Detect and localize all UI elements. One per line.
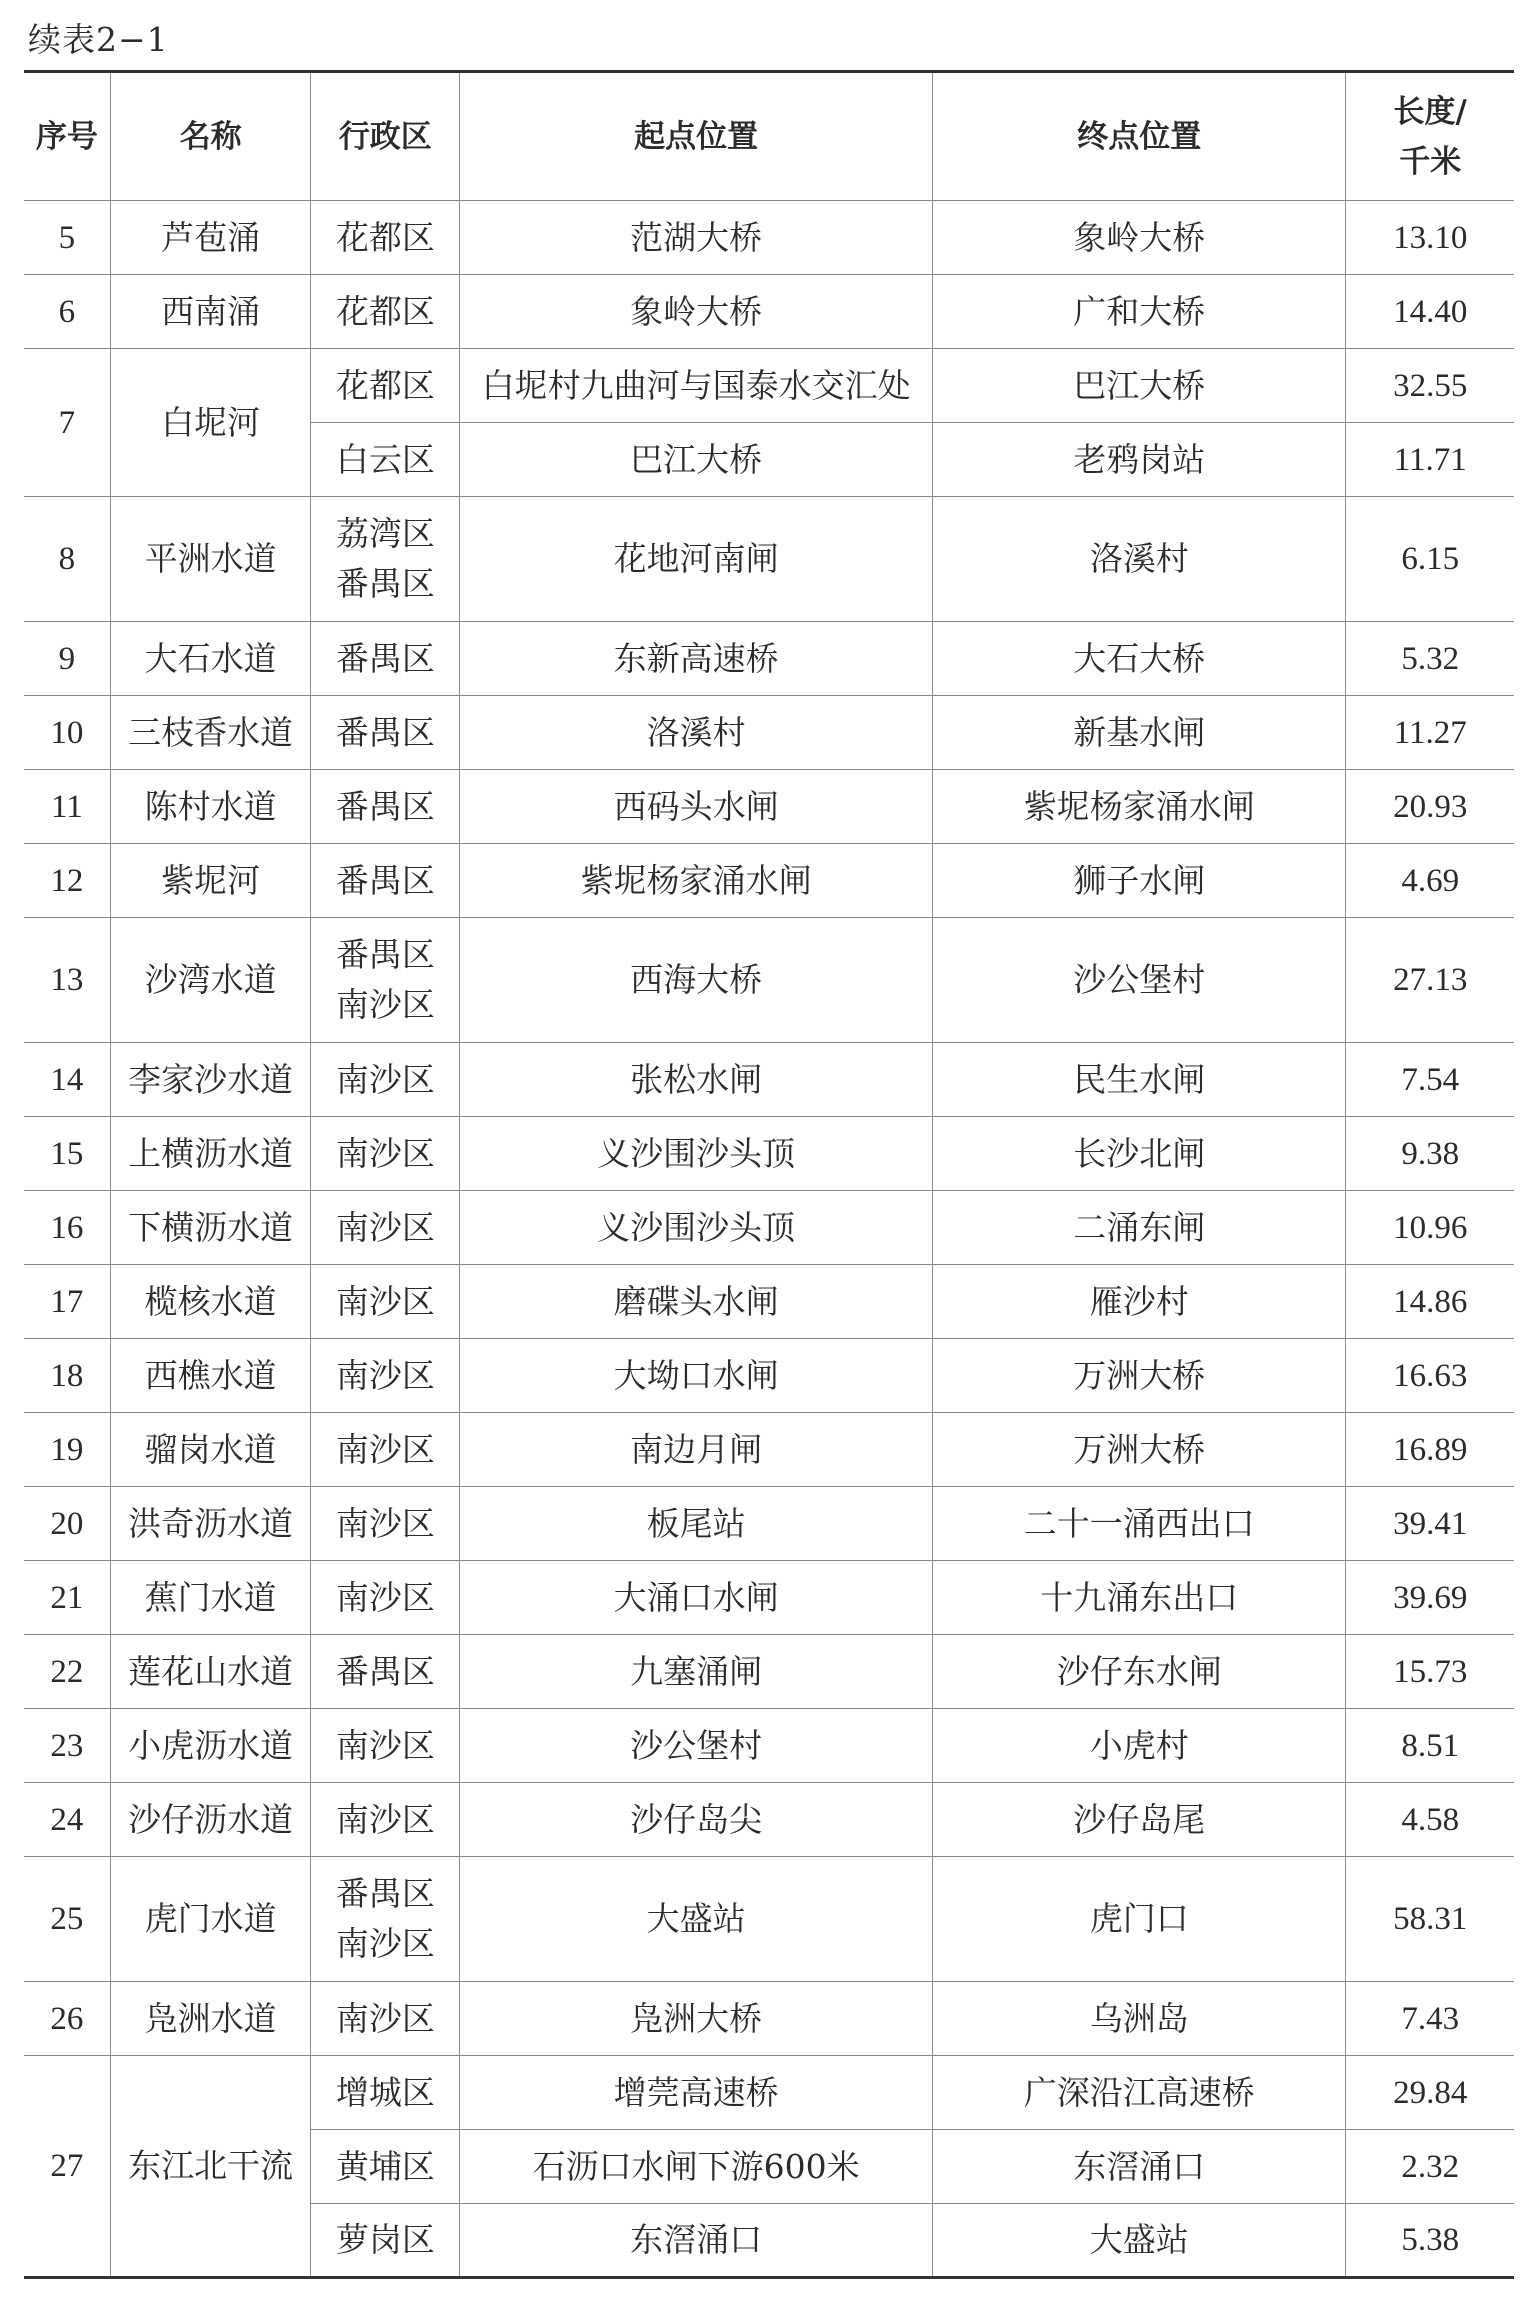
cell-name: 沙湾水道 xyxy=(110,918,311,1043)
cell-start: 沙公堡村 xyxy=(460,1709,933,1783)
table-row xyxy=(24,1635,1514,1709)
cell-end: 广深沿江高速桥 xyxy=(933,2056,1346,2130)
cell-end: 沙公堡村 xyxy=(933,918,1346,1043)
cell-start: 大坳口水闸 xyxy=(460,1339,933,1413)
cell-end: 长沙北闸 xyxy=(933,1117,1346,1191)
cell-index: 22 xyxy=(24,1635,110,1709)
cell-district: 番禺区 xyxy=(311,622,460,696)
cell-index: 27 xyxy=(24,2056,110,2278)
cell-end: 洛溪村 xyxy=(933,497,1346,622)
cell-name: 李家沙水道 xyxy=(110,1043,311,1117)
table-row xyxy=(24,349,1514,423)
cell-start: 范湖大桥 xyxy=(460,201,933,275)
cell-length: 4.58 xyxy=(1346,1783,1514,1857)
cell-end: 象岭大桥 xyxy=(933,201,1346,275)
district-line: 番禺区 xyxy=(335,1874,435,1913)
cell-end: 万洲大桥 xyxy=(933,1413,1346,1487)
cell-index: 13 xyxy=(24,918,110,1043)
cell-name: 平洲水道 xyxy=(110,497,311,622)
cell-start: 义沙围沙头顶 xyxy=(460,1191,933,1265)
cell-start: 九塞涌闸 xyxy=(460,1635,933,1709)
cell-end: 大石大桥 xyxy=(933,622,1346,696)
table-caption: 续表2−1 xyxy=(28,20,169,59)
cell-index: 19 xyxy=(24,1413,110,1487)
header-district: 行政区 xyxy=(311,72,460,201)
cell-district: 南沙区 xyxy=(311,1783,460,1857)
table-row xyxy=(24,696,1514,770)
table-row xyxy=(24,1487,1514,1561)
cell-length: 16.89 xyxy=(1346,1413,1514,1487)
cell-index: 21 xyxy=(24,1561,110,1635)
cell-district: 白云区 xyxy=(311,423,460,497)
cell-index: 15 xyxy=(24,1117,110,1191)
cell-start: 西海大桥 xyxy=(460,918,933,1043)
cell-start: 白坭村九曲河与国泰水交汇处 xyxy=(460,349,933,423)
cell-district xyxy=(311,918,460,1043)
table-row xyxy=(24,201,1514,275)
cell-name: 三枝香水道 xyxy=(110,696,311,770)
cell-district: 增城区 xyxy=(311,2056,460,2130)
cell-index: 20 xyxy=(24,1487,110,1561)
table-row xyxy=(24,770,1514,844)
cell-index: 14 xyxy=(24,1043,110,1117)
cell-district: 花都区 xyxy=(311,201,460,275)
cell-name: 下横沥水道 xyxy=(110,1191,311,1265)
header-length-line2: 千米 xyxy=(1399,143,1462,180)
cell-end: 沙仔东水闸 xyxy=(933,1635,1346,1709)
cell-length: 11.71 xyxy=(1346,423,1514,497)
header-length xyxy=(1346,72,1514,201)
cell-district: 南沙区 xyxy=(311,1043,460,1117)
cell-index: 16 xyxy=(24,1191,110,1265)
table-row xyxy=(24,918,1514,1043)
cell-district: 南沙区 xyxy=(311,1191,460,1265)
district-line: 南沙区 xyxy=(335,985,435,1024)
cell-index: 18 xyxy=(24,1339,110,1413)
district-line: 番禺区 xyxy=(335,564,435,603)
cell-length: 20.93 xyxy=(1346,770,1514,844)
cell-length: 16.63 xyxy=(1346,1339,1514,1413)
cell-name: 洪奇沥水道 xyxy=(110,1487,311,1561)
table-row xyxy=(24,1561,1514,1635)
table-row xyxy=(24,497,1514,622)
district-line: 南沙区 xyxy=(335,1924,435,1963)
cell-end: 紫坭杨家涌水闸 xyxy=(933,770,1346,844)
cell-end: 乌洲岛 xyxy=(933,1982,1346,2056)
cell-district: 黄埔区 xyxy=(311,2130,460,2204)
cell-district: 南沙区 xyxy=(311,1265,460,1339)
cell-district: 萝岗区 xyxy=(311,2204,460,2278)
cell-length: 14.86 xyxy=(1346,1265,1514,1339)
cell-start: 南边月闸 xyxy=(460,1413,933,1487)
cell-end: 万洲大桥 xyxy=(933,1339,1346,1413)
cell-end: 巴江大桥 xyxy=(933,349,1346,423)
cell-start: 东新高速桥 xyxy=(460,622,933,696)
cell-end: 二十一涌西出口 xyxy=(933,1487,1346,1561)
cell-length: 11.27 xyxy=(1346,696,1514,770)
cell-start: 大盛站 xyxy=(460,1857,933,1982)
cell-name: 榄核水道 xyxy=(110,1265,311,1339)
cell-length: 27.13 xyxy=(1346,918,1514,1043)
cell-district xyxy=(311,1857,460,1982)
table-row xyxy=(24,1857,1514,1982)
cell-index: 17 xyxy=(24,1265,110,1339)
cell-name: 莲花山水道 xyxy=(110,1635,311,1709)
cell-name: 西樵水道 xyxy=(110,1339,311,1413)
cell-length: 4.69 xyxy=(1346,844,1514,918)
cell-start: 花地河南闸 xyxy=(460,497,933,622)
cell-name: 上横沥水道 xyxy=(110,1117,311,1191)
cell-name: 陈村水道 xyxy=(110,770,311,844)
cell-index: 26 xyxy=(24,1982,110,2056)
cell-start: 义沙围沙头顶 xyxy=(460,1117,933,1191)
cell-length: 8.51 xyxy=(1346,1709,1514,1783)
cell-start: 洛溪村 xyxy=(460,696,933,770)
cell-start: 石沥口水闸下游600米 xyxy=(460,2130,933,2204)
cell-start: 凫洲大桥 xyxy=(460,1982,933,2056)
cell-length: 15.73 xyxy=(1346,1635,1514,1709)
cell-name: 骝岗水道 xyxy=(110,1413,311,1487)
cell-start: 板尾站 xyxy=(460,1487,933,1561)
cell-end: 老鸦岗站 xyxy=(933,423,1346,497)
cell-end: 小虎村 xyxy=(933,1709,1346,1783)
cell-end: 新基水闸 xyxy=(933,696,1346,770)
cell-district: 花都区 xyxy=(311,349,460,423)
cell-district: 花都区 xyxy=(311,275,460,349)
cell-length: 29.84 xyxy=(1346,2056,1514,2130)
table-row xyxy=(24,844,1514,918)
cell-start: 紫坭杨家涌水闸 xyxy=(460,844,933,918)
table-row xyxy=(24,2056,1514,2130)
cell-index: 6 xyxy=(24,275,110,349)
cell-length: 2.32 xyxy=(1346,2130,1514,2204)
cell-district: 南沙区 xyxy=(311,1709,460,1783)
cell-name: 西南涌 xyxy=(110,275,311,349)
cell-name: 凫洲水道 xyxy=(110,1982,311,2056)
cell-length: 39.69 xyxy=(1346,1561,1514,1635)
cell-index: 9 xyxy=(24,622,110,696)
cell-start: 西码头水闸 xyxy=(460,770,933,844)
cell-name: 蕉门水道 xyxy=(110,1561,311,1635)
header-length-line1: 长度/ xyxy=(1393,93,1467,130)
cell-start: 东滘涌口 xyxy=(460,2204,933,2278)
cell-name: 芦苞涌 xyxy=(110,201,311,275)
cell-district: 南沙区 xyxy=(311,1117,460,1191)
table-row xyxy=(24,1783,1514,1857)
cell-name: 东江北干流 xyxy=(110,2056,311,2278)
district-line: 荔湾区 xyxy=(335,514,435,553)
cell-district: 番禺区 xyxy=(311,1635,460,1709)
cell-end: 雁沙村 xyxy=(933,1265,1346,1339)
table-row xyxy=(24,1982,1514,2056)
cell-length: 39.41 xyxy=(1346,1487,1514,1561)
cell-length: 32.55 xyxy=(1346,349,1514,423)
header-start: 起点位置 xyxy=(460,72,933,201)
cell-name: 白坭河 xyxy=(110,349,311,497)
table-row xyxy=(24,1339,1514,1413)
cell-length: 5.32 xyxy=(1346,622,1514,696)
cell-end: 大盛站 xyxy=(933,2204,1346,2278)
cell-index: 11 xyxy=(24,770,110,844)
cell-district: 南沙区 xyxy=(311,1487,460,1561)
table-body xyxy=(24,201,1514,2278)
cell-index: 12 xyxy=(24,844,110,918)
cell-length: 5.38 xyxy=(1346,2204,1514,2278)
cell-end: 二涌东闸 xyxy=(933,1191,1346,1265)
cell-name: 小虎沥水道 xyxy=(110,1709,311,1783)
cell-name: 沙仔沥水道 xyxy=(110,1783,311,1857)
cell-length: 7.54 xyxy=(1346,1043,1514,1117)
table-row xyxy=(24,622,1514,696)
cell-end: 狮子水闸 xyxy=(933,844,1346,918)
cell-end: 广和大桥 xyxy=(933,275,1346,349)
cell-district xyxy=(311,497,460,622)
cell-name: 紫坭河 xyxy=(110,844,311,918)
table-row xyxy=(24,1413,1514,1487)
cell-start: 象岭大桥 xyxy=(460,275,933,349)
cell-length: 7.43 xyxy=(1346,1982,1514,2056)
cell-index: 5 xyxy=(24,201,110,275)
cell-district: 南沙区 xyxy=(311,1339,460,1413)
cell-district: 南沙区 xyxy=(311,1982,460,2056)
cell-length: 13.10 xyxy=(1346,201,1514,275)
cell-end: 东滘涌口 xyxy=(933,2130,1346,2204)
cell-index: 8 xyxy=(24,497,110,622)
cell-length: 58.31 xyxy=(1346,1857,1514,1982)
header-name: 名称 xyxy=(110,72,311,201)
cell-start: 磨碟头水闸 xyxy=(460,1265,933,1339)
cell-district: 番禺区 xyxy=(311,844,460,918)
table-row xyxy=(24,1117,1514,1191)
cell-end: 民生水闸 xyxy=(933,1043,1346,1117)
cell-index: 23 xyxy=(24,1709,110,1783)
cell-district: 南沙区 xyxy=(311,1561,460,1635)
cell-length: 9.38 xyxy=(1346,1117,1514,1191)
cell-start: 大涌口水闸 xyxy=(460,1561,933,1635)
cell-end: 十九涌东出口 xyxy=(933,1561,1346,1635)
header-index: 序号 xyxy=(24,72,110,201)
cell-length: 14.40 xyxy=(1346,275,1514,349)
table-row xyxy=(24,275,1514,349)
cell-index: 10 xyxy=(24,696,110,770)
cell-index: 24 xyxy=(24,1783,110,1857)
cell-start: 张松水闸 xyxy=(460,1043,933,1117)
cell-name: 大石水道 xyxy=(110,622,311,696)
table-row xyxy=(24,1043,1514,1117)
cell-name: 虎门水道 xyxy=(110,1857,311,1982)
cell-district: 番禺区 xyxy=(311,770,460,844)
cell-index: 7 xyxy=(24,349,110,497)
cell-end: 虎门口 xyxy=(933,1857,1346,1982)
river-table xyxy=(24,70,1514,2279)
table-row xyxy=(24,1265,1514,1339)
table-row xyxy=(24,1709,1514,1783)
cell-start: 巴江大桥 xyxy=(460,423,933,497)
cell-district: 南沙区 xyxy=(311,1413,460,1487)
cell-index: 25 xyxy=(24,1857,110,1982)
table-row xyxy=(24,1191,1514,1265)
district-line: 番禺区 xyxy=(335,935,435,974)
header-end: 终点位置 xyxy=(933,72,1346,201)
cell-length: 6.15 xyxy=(1346,497,1514,622)
cell-length: 10.96 xyxy=(1346,1191,1514,1265)
cell-start: 增莞高速桥 xyxy=(460,2056,933,2130)
cell-district: 番禺区 xyxy=(311,696,460,770)
cell-start: 沙仔岛尖 xyxy=(460,1783,933,1857)
cell-end: 沙仔岛尾 xyxy=(933,1783,1346,1857)
table-header-row xyxy=(24,72,1514,201)
